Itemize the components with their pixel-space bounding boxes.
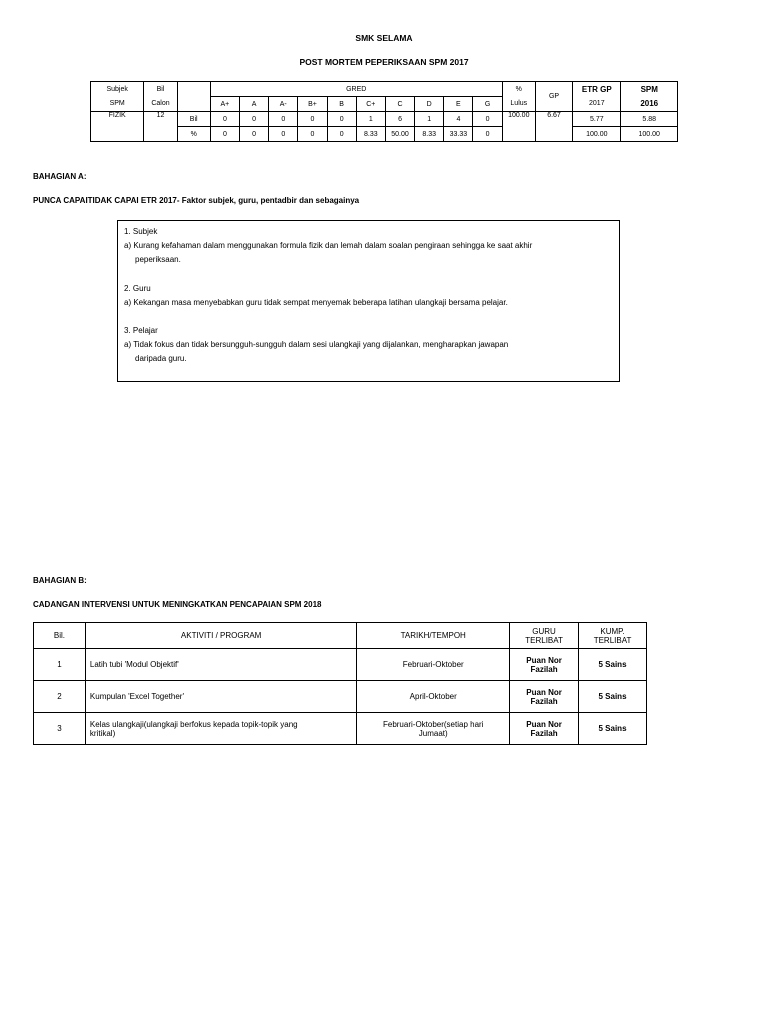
grade-header: D: [415, 97, 444, 112]
cause-text-pelajar: a) Tidak fokus dan tidak bersungguh-sungguh dalam sesi ulangkaji yang dijalankan, mengharapkan jawapan: [124, 340, 509, 350]
pct-cell: 8.33: [356, 127, 385, 142]
bil-cell: 1: [356, 112, 385, 127]
table-row: [34, 649, 647, 681]
pct-cell: 8.33: [415, 127, 444, 142]
bil-cell: 0: [473, 112, 502, 127]
bil-cell: 0: [239, 112, 268, 127]
row-kump: 5 Sains: [579, 681, 647, 713]
header-gp: GP: [535, 82, 572, 112]
col-kump: KUMP. TERLIBAT: [579, 623, 647, 649]
page-title: POST MORTEM PEPERIKSAAN SPM 2017: [299, 57, 469, 67]
causes-box: [117, 220, 620, 382]
cause-title-pelajar: 3. Pelajar: [124, 326, 158, 336]
pct-cell: 50.00: [385, 127, 414, 142]
cause-text-guru: a) Kekangan masa menyebabkan guru tidak sempat menyemak beberapa latihan ulangkaji bersama pelajar.: [124, 297, 508, 307]
row-tarikh: April-Oktober: [357, 681, 510, 713]
grade-header: A+: [210, 97, 239, 112]
row-aktiviti: Latih tubi 'Modul Objektif': [85, 649, 356, 681]
row-kump: 5 Sains: [579, 649, 647, 681]
pct-cell: 0: [210, 127, 239, 142]
header-spm: SPM: [621, 82, 678, 97]
header-spm-year: 2016: [621, 97, 678, 112]
row-tarikh: Februari-Oktober: [357, 649, 510, 681]
row-bil: 3: [34, 713, 86, 745]
pct-cell: 0: [239, 127, 268, 142]
gp-cell: 6.67: [535, 112, 572, 142]
header-calon: Calon: [144, 97, 177, 112]
bil-cell: 0: [298, 112, 327, 127]
row-tarikh: Februari-Oktober(setiap hari Jumaat): [357, 713, 510, 745]
col-guru: GURU TERLIBAT: [510, 623, 579, 649]
col-aktiviti: AKTIVITI / PROGRAM: [85, 623, 356, 649]
cause-title-subjek: 1. Subjek: [124, 227, 158, 236]
pct-cell: 0: [269, 127, 298, 142]
row-pct-label: %: [177, 127, 210, 142]
etr-gp-cell: 5.77: [573, 112, 621, 127]
grade-header: G: [473, 97, 502, 112]
grade-table: [90, 81, 678, 142]
header-subjek-2: SPM: [91, 97, 144, 112]
row-bil: 2: [34, 681, 86, 713]
row-guru: Puan Nor Fazilah: [510, 681, 579, 713]
row-aktiviti: Kumpulan 'Excel Together': [85, 681, 356, 713]
row-aktiviti: Kelas ulangkaji(ulangkaji berfokus kepada topik-topik yang kritikal): [85, 713, 356, 745]
bil-cell: 0: [327, 112, 356, 127]
header-blank: [177, 82, 210, 97]
section-b-subheading: CADANGAN INTERVENSI UNTUK MENINGKATKAN PENCAPAIAN SPM 2018: [33, 600, 322, 609]
col-tarikh: TARIKH/TEMPOH: [357, 623, 510, 649]
header-lulus: Lulus: [502, 97, 535, 112]
pct-cell: 0: [327, 127, 356, 142]
row-bil: 1: [34, 649, 86, 681]
row-bil-label: Bil: [177, 112, 210, 127]
bil-cell: 4: [444, 112, 473, 127]
col-bil: Bil.: [34, 623, 86, 649]
pct-cell: 0: [473, 127, 502, 142]
grade-header: A-: [269, 97, 298, 112]
bil-cell: 0: [269, 112, 298, 127]
section-a-heading: BAHAGIAN A:: [33, 172, 87, 181]
grade-header: A: [239, 97, 268, 112]
subject-cell: FIZIK: [91, 112, 144, 142]
cause-text-pelajar-cont: daripada guru.: [135, 354, 187, 364]
table-row: [34, 681, 647, 713]
section-b-heading: BAHAGIAN B:: [33, 576, 87, 585]
grade-header: B+: [298, 97, 327, 112]
section-a-subheading: PUNCA CAPAITIDAK CAPAI ETR 2017- Faktor subjek, guru, pentadbir dan sebagainya: [33, 196, 360, 205]
row-guru: Puan Nor Fazilah: [510, 713, 579, 745]
grade-header: B: [327, 97, 356, 112]
grade-header: C: [385, 97, 414, 112]
header-gred: GRED: [210, 82, 502, 97]
row-kump: 5 Sains: [579, 713, 647, 745]
bil-cell: 0: [210, 112, 239, 127]
header-bil: Bil: [144, 82, 177, 97]
cause-title-guru: 2. Guru: [124, 283, 151, 293]
school-name: SMK SELAMA: [355, 33, 413, 43]
spm-2016-cell-2: 100.00: [621, 127, 678, 142]
candidates-cell: 12: [144, 112, 177, 142]
grade-header: C+: [356, 97, 385, 112]
header-subjek: Subjek: [91, 82, 144, 97]
header-blank-2: [177, 97, 210, 112]
intervention-table: [33, 622, 647, 745]
pct-cell: 0: [298, 127, 327, 142]
pct-cell: 33.33: [444, 127, 473, 142]
spm-2016-cell: 5.88: [621, 112, 678, 127]
cause-text-subjek: a) Kurang kefahaman dalam menggunakan formula fizik dan lemah dalam soalan pengiraan sehingga ke saat akhir: [124, 241, 533, 251]
header-etr: ETR GP: [573, 82, 621, 97]
grade-header: E: [444, 97, 473, 112]
pct-lulus-cell: 100.00: [502, 112, 535, 142]
bil-cell: 6: [385, 112, 414, 127]
etr-gp-cell-2: 100.00: [573, 127, 621, 142]
bil-cell: 1: [415, 112, 444, 127]
row-guru: Puan Nor Fazilah: [510, 649, 579, 681]
cause-text-subjek-cont: peperiksaan.: [135, 255, 181, 265]
header-pct: %: [502, 82, 535, 97]
header-etr-year: 2017: [573, 97, 621, 112]
table-row: [34, 713, 647, 745]
